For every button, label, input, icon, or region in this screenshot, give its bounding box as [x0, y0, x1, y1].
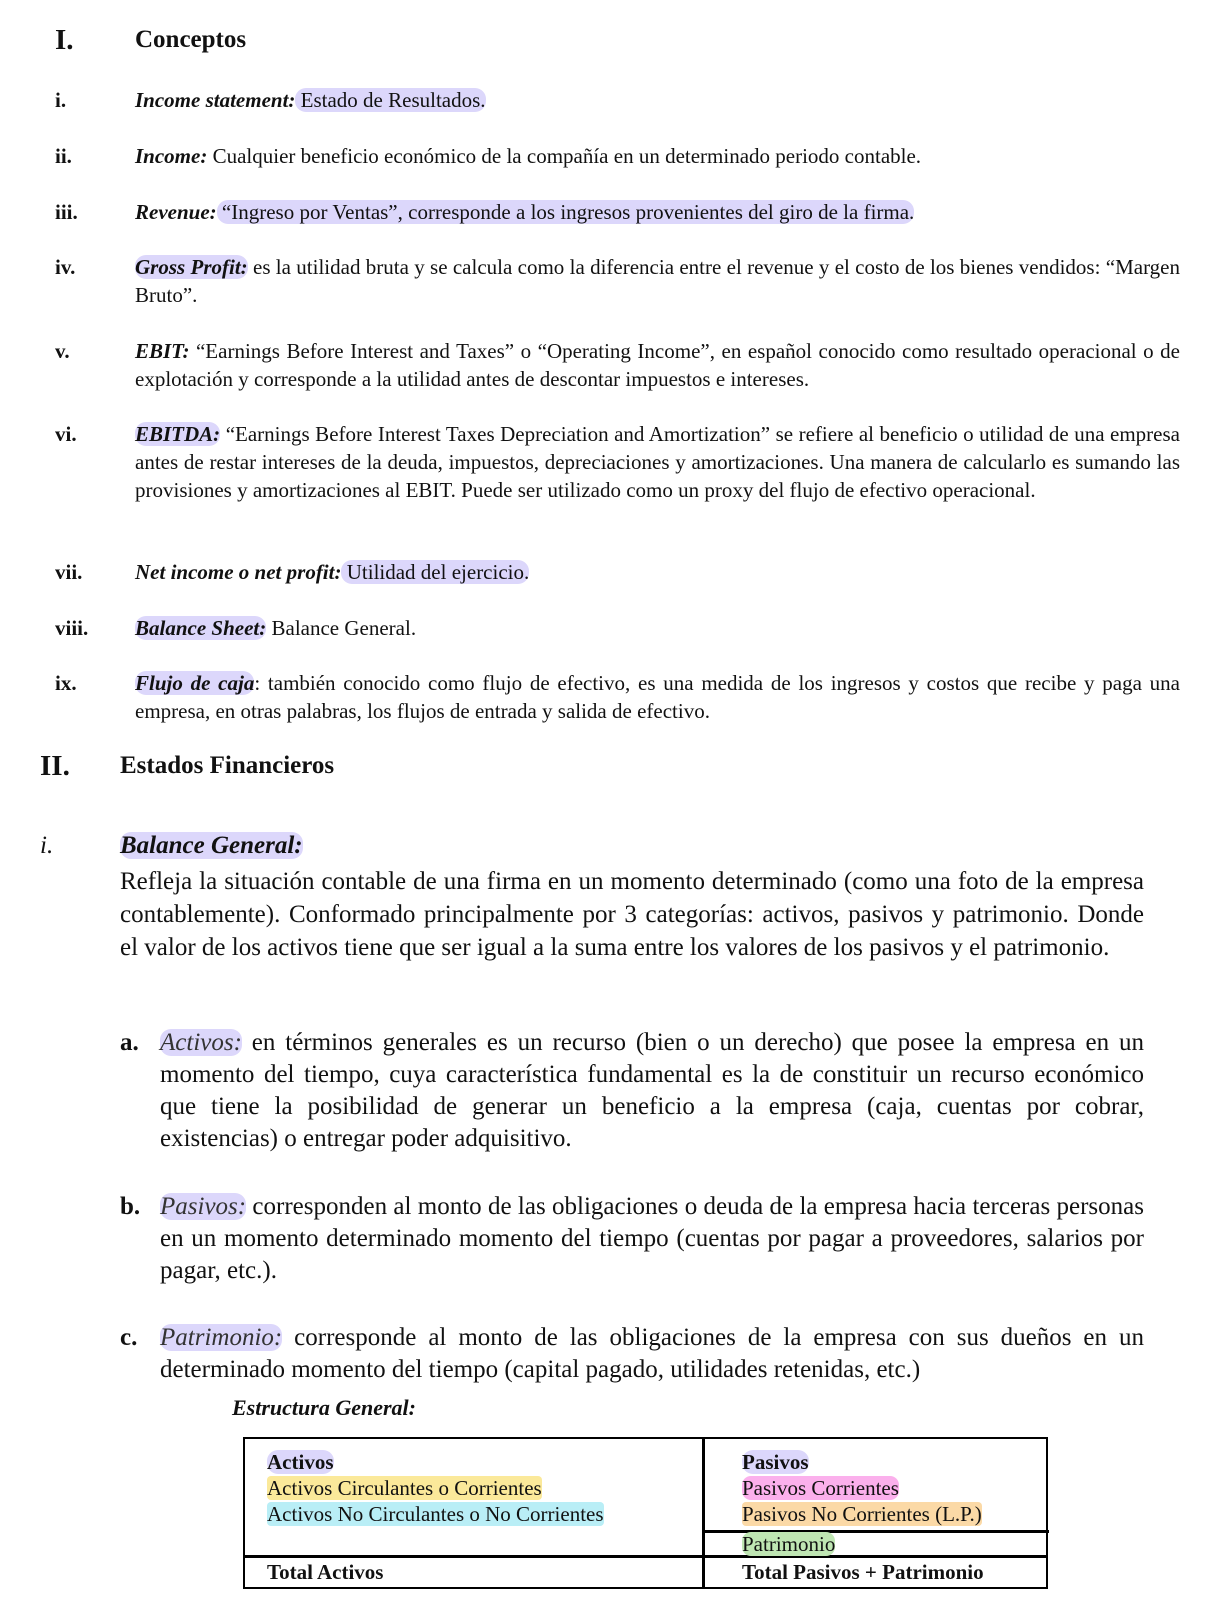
- item-number: viii.: [55, 616, 89, 640]
- concept-term: EBITDA:: [135, 422, 221, 446]
- concept-text: Estado de Resultados.: [295, 88, 486, 112]
- concept-term: Income:: [135, 144, 208, 168]
- concept-item: [55, 420, 1180, 504]
- subsection-label: i.: [40, 832, 54, 859]
- concept-item: [55, 253, 1180, 309]
- item-number: vii.: [55, 560, 83, 584]
- concept-item: [55, 198, 1180, 226]
- list-item: [120, 1322, 1144, 1386]
- list-text: en términos generales es un recurso (bien o un derecho) que posee la empresa en un momento del tiempo, cuya característica fundamental es la de constituir un recurso económico que tiene la posibilidad de generar un beneficio a la empresa (caja, cuentas por cobrar, existencias) o entregar poder adquisitivo.: [160, 1029, 1144, 1152]
- concept-text: Cualquier beneficio económico de la compañía en un determinado periodo contable.: [207, 144, 922, 168]
- table-cell: Pasivos No Corrientes (L.P.): [742, 1502, 982, 1526]
- item-number: iii.: [55, 200, 78, 224]
- table-total-liabilities: Total Pasivos + Patrimonio: [742, 1560, 984, 1584]
- balance-paragraph: Refleja la situación contable de una firma en un momento determinado (como una foto de la empresa contablemente). Conformado principalmente por 3 categorías: activos, pasivos y patrimonio. Donde el valor de los activos tiene que ser igual a la suma entre los valores de los pasivos y el patrimonio.: [120, 868, 1144, 961]
- concept-term: Revenue:: [135, 200, 217, 224]
- table-total-assets: Total Activos: [267, 1560, 384, 1584]
- concept-text: “Ingreso por Ventas”, corresponde a los ingresos provenientes del giro de la firma.: [216, 200, 915, 224]
- concept-item: [55, 86, 1180, 114]
- subsection-title: Balance General:: [120, 832, 303, 859]
- item-number: v.: [55, 339, 70, 363]
- concept-text: “Earnings Before Interest Taxes Depreciation and Amortization” se refiere al beneficio o utilidad de una empresa antes de restar intereses de la deuda, impuestos, depreciaciones y amortizaciones. Una manera de calcularlo es sumando las provisiones y amortizaciones al EBIT. Puede ser utilizado como un proxy del flujo de efectivo operacional.: [135, 422, 1180, 502]
- list-term: Pasivos:: [160, 1193, 247, 1220]
- concept-term: Balance Sheet:: [135, 616, 267, 640]
- list-text: corresponde al monto de las obligaciones de la empresa con sus dueños en un determinado momento del tiempo (capital pagado, utilidades retenidas, etc.): [160, 1324, 1144, 1383]
- section-title: Estados Financieros: [120, 752, 335, 779]
- list-letter: c.: [120, 1324, 138, 1351]
- table-cell: Activos Circulantes o Corrientes: [267, 1476, 542, 1500]
- list-term: Patrimonio:: [160, 1324, 283, 1351]
- list-text: corresponden al monto de las obligaciones o deuda de la empresa hacia terceras personas en un momento determinado momento del tiempo (cuentas por pagar a proveedores, salarios por pagar, etc.).: [160, 1193, 1144, 1284]
- concept-item: [55, 142, 1180, 170]
- table-cell: Patrimonio: [742, 1532, 836, 1556]
- concept-term: EBIT:: [135, 339, 190, 363]
- table-divider: [702, 1439, 705, 1587]
- section-number: II.: [40, 750, 70, 782]
- concept-text: “Earnings Before Interest and Taxes” o “Operating Income”, en español conocido como resultado operacional o de explotación y corresponde a la utilidad antes de descontar impuestos e intereses.: [135, 339, 1180, 391]
- concept-item: [55, 558, 1180, 586]
- list-term: Activos:: [160, 1029, 242, 1056]
- concept-item: [55, 669, 1180, 725]
- item-number: i.: [55, 88, 67, 112]
- structure-title: Estructura General:: [232, 1395, 416, 1420]
- table-header-assets: Activos: [267, 1450, 334, 1474]
- list-item: [120, 1191, 1144, 1287]
- concept-term: Income statement:: [135, 88, 296, 112]
- list-letter: a.: [120, 1029, 139, 1056]
- concept-term: Net income o net profit:: [135, 560, 342, 584]
- table-header-liabilities: Pasivos: [742, 1450, 809, 1474]
- list-letter: b.: [120, 1193, 141, 1220]
- concept-term: Flujo de caja: [135, 671, 255, 695]
- concept-text: Utilidad del ejercicio.: [341, 560, 530, 584]
- section-number: I.: [55, 24, 74, 56]
- concept-item: [55, 337, 1180, 393]
- list-item: [120, 1027, 1144, 1155]
- section-title: Conceptos: [135, 26, 247, 53]
- item-number: iv.: [55, 255, 76, 279]
- balance-table: [243, 1437, 1048, 1589]
- table-divider: [245, 1555, 1046, 1558]
- table-cell: Pasivos Corrientes: [742, 1476, 899, 1500]
- concept-text: : también conocido como flujo de efectivo, es una medida de los ingresos y costos que recibe y paga una empresa, en otras palabras, los flujos de entrada y salida de efectivo.: [135, 671, 1180, 723]
- concept-text: es la utilidad bruta y se calcula como la diferencia entre el revenue y el costo de los bienes vendidos: “Margen Bruto”.: [135, 255, 1180, 307]
- concept-item: [55, 614, 1180, 642]
- concept-text: Balance General.: [266, 616, 417, 640]
- item-number: ii.: [55, 144, 72, 168]
- item-number: ix.: [55, 671, 77, 695]
- table-cell: Activos No Circulantes o No Corrientes: [267, 1502, 604, 1526]
- concept-term: Gross Profit:: [135, 255, 248, 279]
- item-number: vi.: [55, 422, 77, 446]
